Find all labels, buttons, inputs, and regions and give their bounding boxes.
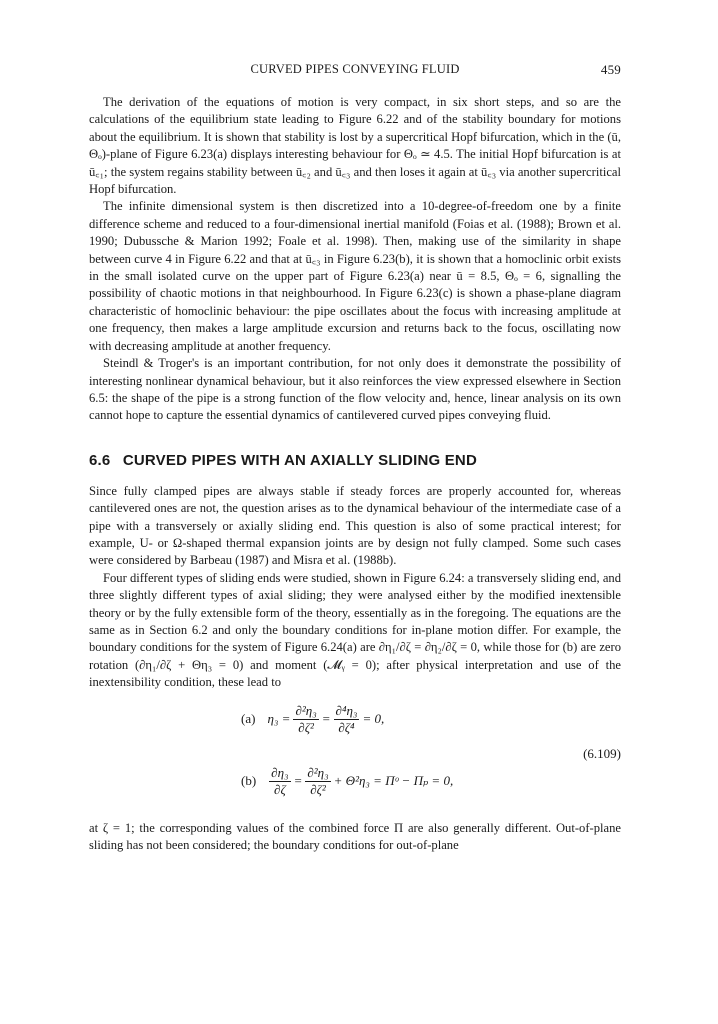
section-number: 6.6 xyxy=(89,451,111,469)
fraction xyxy=(334,704,360,735)
fraction-denominator: ∂ζ xyxy=(274,781,286,797)
equation-block xyxy=(89,696,621,820)
paragraph: Four different types of sliding ends were studied, shown in Figure 6.24: a transversely sliding end, and three slightly different types of axial sliding; they were analysed either by the modified inextensible theory or by the fully extensible form of the theory, essentially as in the foregoing. The equations are the same as in Section 6.2 and only the boundary conditions for in-plane motion differ. For example, the boundary conditions for the system of Figure 6.24(a) are ∂η₁/∂ζ = ∂η₂/∂ζ = 0, while those for (b) are zero rotation (∂η₁/∂ζ + Θη₃ = 0) and moment (𝓜ᵧ = 0); after physical interpretation and use of the inextensibility condition, these lead to xyxy=(89,570,621,690)
equation-term: η₃ = xyxy=(267,711,291,727)
fraction-numerator: ∂η₃ xyxy=(271,764,289,780)
page-number: 459 xyxy=(600,62,621,77)
equation-term: = xyxy=(293,773,303,789)
fraction xyxy=(269,766,290,797)
running-head xyxy=(89,58,621,80)
fraction-denominator: ∂ζ² xyxy=(310,781,326,797)
equation-number: (6.109) xyxy=(583,745,621,761)
paragraph: The derivation of the equations of motion is very compact, in six short steps, and so are the calculations of the equilibrium state leading to Figure 6.22 and of the stability boundary for motions about the equilibrium. It is shown that stability is lost by a supercritical Hopf bifurcation, which in the (ū, Θₒ)-plane of Figure 6.23(a) displays interesting behaviour for Θₒ ≃ 4.5. The initial Hopf bifurcation is at ū꜀₁; the system regains stability between ū꜀₂ and ū꜀₃ and then loses it again at ū꜀₃ via another supercritical Hopf bifurcation. xyxy=(89,95,621,197)
equation-term: + Θ²η₃ = Πᵒ − Πₚ = 0, xyxy=(333,773,454,789)
section-heading xyxy=(89,452,621,469)
fraction-numerator: ∂⁴η₃ xyxy=(335,702,358,718)
page xyxy=(89,58,621,854)
equation-term: = xyxy=(321,711,331,727)
fraction-numerator: ∂²η₃ xyxy=(307,764,329,780)
body-text-after xyxy=(89,820,621,855)
section-title: CURVED PIPES WITH AN AXIALLY SLIDING END xyxy=(122,451,477,469)
fraction xyxy=(305,766,330,797)
equation-b xyxy=(241,766,453,797)
paragraph: Since fully clamped pipes are always stable if steady forces are properly accounted for, whereas cantilevered ones are not, the question arises as to the dynamical behaviour of the intermediate case of a pipe with a transversely or axially sliding end. This question is also of some practical interest; for example, U- or Ω-shaped thermal expansion joints are by design not fully clamped. Some such cases were considered by Barbeau (1987) and Misra et al. (1988b). xyxy=(89,483,621,568)
paragraph: The infinite dimensional system is then discretized into a 10-degree-of-freedom one by a finite difference scheme and reduced to a four-dimensional inertial manifold (Foias et al. (1988); Brown et al. 1990; Dubussche & Marion 1992; Foale et al. 1998). Then, making use of the similarity in shape between curve 4 in Figure 6.22 and that at ū꜀₃ in Figure 6.23(b), it is shown that a homoclinic orbit exists in the small isolated curve on the upper part of Figure 6.23(a) near ū = 8.5, Θₒ = 6, signalling the possibility of chaotic motions in that neighbourhood. In Figure 6.23(c) is shown a phase-plane diagram characteristic of homoclinic behaviour: the pipe oscillates about the focus with increasing amplitude at one frequency, then makes a large amplitude excursion and returns back to the focus, oscillating now with decreasing amplitude at another frequency. xyxy=(89,199,621,353)
paragraph: at ζ = 1; the corresponding values of the combined force Π are also generally different. Out-of-plane sliding has not been considered; the boundary conditions for out-of-plane xyxy=(89,820,621,852)
fraction-numerator: ∂²η₃ xyxy=(295,702,317,718)
running-title: CURVED PIPES CONVEYING FLUID xyxy=(250,62,460,76)
fraction-denominator: ∂ζ² xyxy=(298,719,314,735)
equation-label: (a) xyxy=(241,711,256,727)
body-text-top xyxy=(89,94,621,425)
fraction-denominator: ∂ζ⁴ xyxy=(338,719,355,735)
fraction xyxy=(293,704,318,735)
paragraph: Steindl & Troger's is an important contribution, for not only does it demonstrate the possibility of interesting nonlinear dynamical behaviour, but it also reinforces the view expressed elsewhere in Section 6.5: the shape of the pipe is a strong function of the flow velocity and, hence, linear analysis on its own cannot hope to capture the essential dynamics of cantilevered curved pipes conveying fluid. xyxy=(89,356,621,423)
equation-term: = 0, xyxy=(362,711,385,727)
equation-label: (b) xyxy=(241,773,257,789)
body-text-section xyxy=(89,483,621,692)
equation-a xyxy=(241,704,384,735)
